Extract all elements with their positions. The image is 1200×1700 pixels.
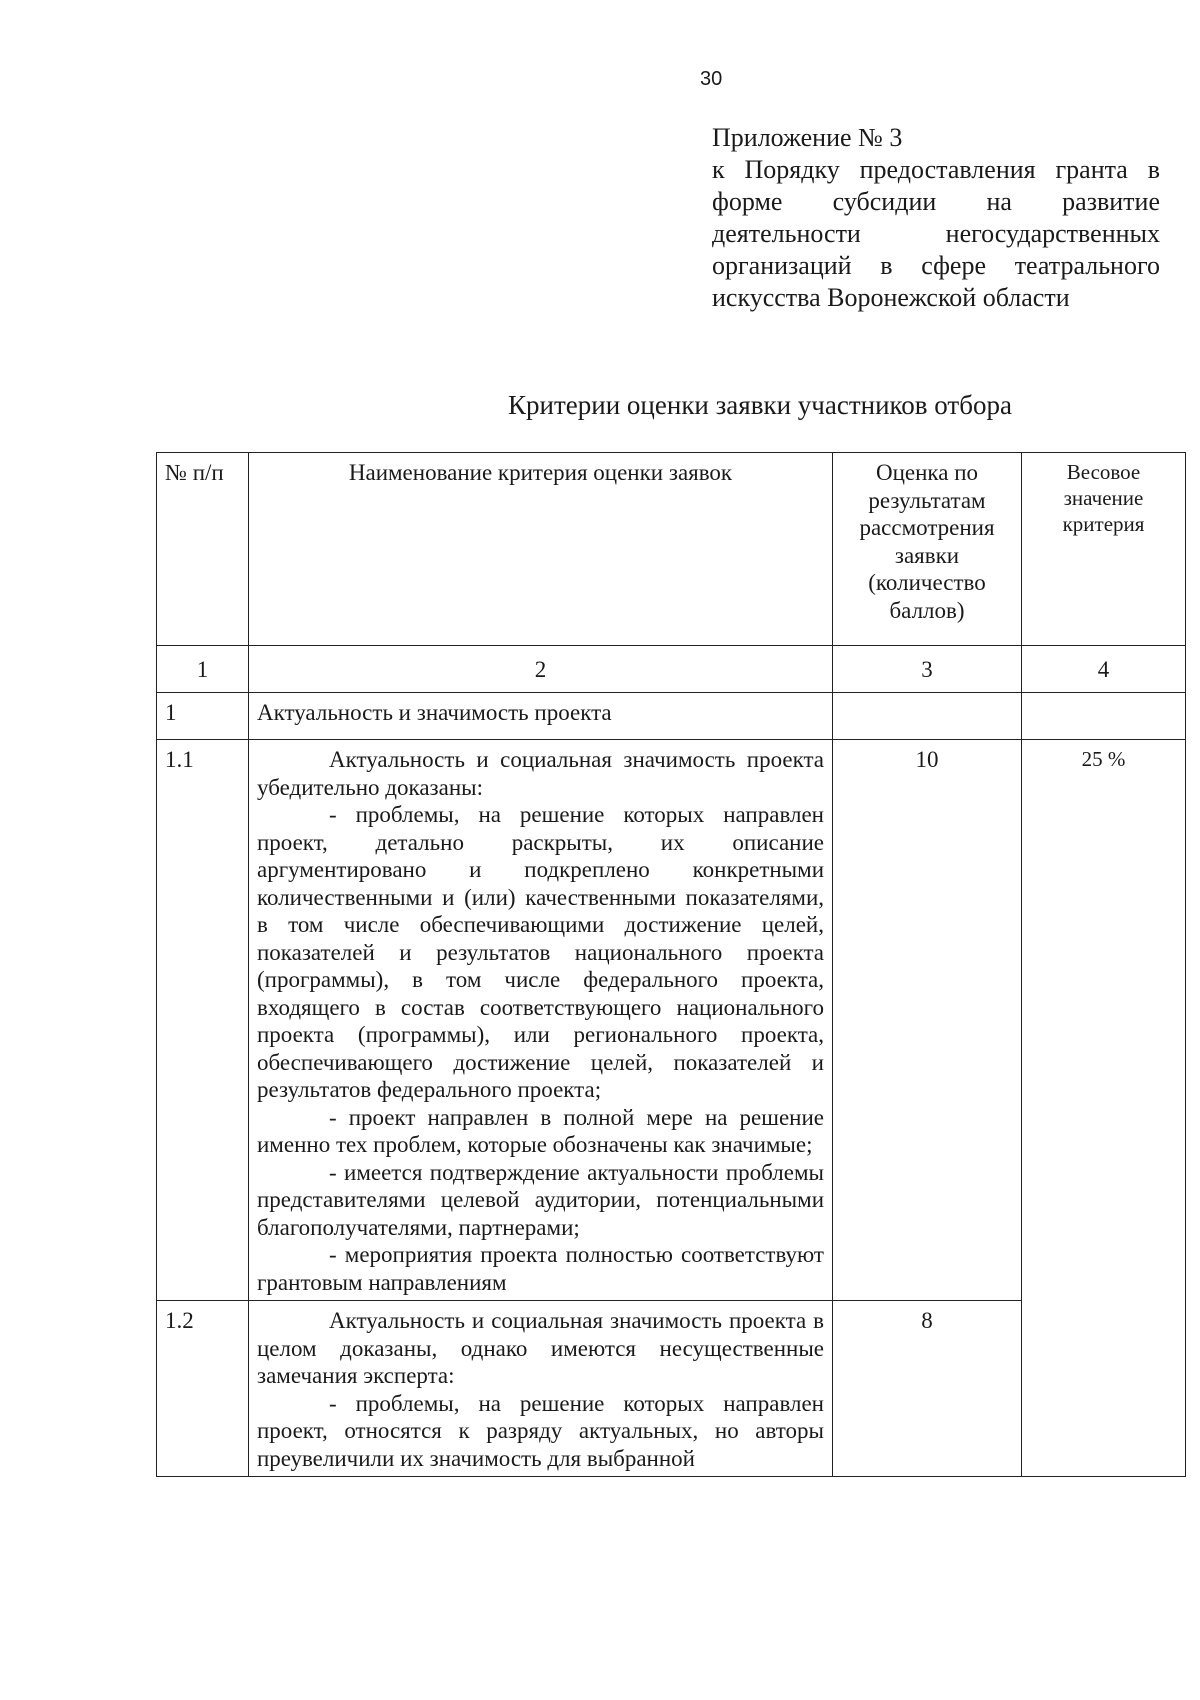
row-criterion: [249, 1301, 833, 1477]
table-row: [157, 740, 1186, 1301]
criterion-paragraph: - проект направлен в полной мере на решение именно тех проблем, которые обозначены как значимые;: [257, 1104, 824, 1157]
table-header-row: [157, 453, 1186, 646]
table-title: Критерии оценки заявки участников отбора: [508, 390, 1012, 420]
row-num: 1.1: [157, 740, 249, 1301]
column-index-4: 4: [1022, 646, 1186, 693]
row-criterion: [249, 740, 833, 1301]
criterion-paragraph: - проблемы, на решение которых направлен проект, детально раскрыты, их описание аргументировано и подкреплено конкретными количественными и (или) качественными показателями, в том числе обеспечивающими достижение целей, показателей и результатов национального проекта (программы), в том числе федерального проекта, входящего в состав соответствующего национального проекта (программы), или регионального проекта, обеспечивающего достижение целей, показателей и результатов федерального проекта;: [257, 802, 824, 1102]
row-score: 10: [833, 740, 1022, 1301]
row-num: 1.2: [157, 1301, 249, 1477]
criteria-table: [156, 452, 1186, 1477]
column-index-1: 1: [157, 646, 249, 693]
criterion-paragraph: - мероприятия проекта полностью соответствуют грантовым направлениям: [257, 1242, 824, 1295]
header-weight: Весовое значение критерия: [1022, 453, 1186, 646]
appendix-block: [712, 122, 1160, 314]
section-score: [833, 693, 1022, 740]
criterion-paragraph: Актуальность и социальная значимость проекта в целом доказаны, однако имеются несущественные замечания эксперта:: [257, 1308, 824, 1388]
page-number: 30: [700, 68, 723, 90]
criterion-paragraph: Актуальность и социальная значимость проекта убедительно доказаны:: [257, 747, 824, 800]
section-weight: [1022, 693, 1186, 740]
header-num: № п/п: [157, 453, 249, 646]
section-name: Актуальность и значимость проекта: [249, 693, 833, 740]
section-num: 1: [157, 693, 249, 740]
column-index-2: 2: [249, 646, 833, 693]
criterion-paragraph: - проблемы, на решение которых направлен проект, относятся к разряду актуальных, но авторы преувеличили их значимость для выбранной: [257, 1390, 824, 1471]
row-weight: 25 %: [1022, 740, 1186, 1477]
column-index-3: 3: [833, 646, 1022, 693]
section-row: [157, 693, 1186, 740]
header-name: Наименование критерия оценки заявок: [249, 453, 833, 646]
criterion-paragraph: - имеется подтверждение актуальности проблемы представителями целевой аудитории, потенциальными благополучателями, партнерами;: [257, 1159, 824, 1240]
appendix-title: Приложение № 3: [712, 123, 903, 152]
appendix-body: к Порядку предоставления гранта в форме субсидии на развитие деятельности негосударственных организаций в сфере театрального искусства Воронежской области: [712, 155, 1160, 312]
column-index-row: [157, 646, 1186, 693]
header-score: Оценка по результатам рассмотрения заявки (количество баллов): [833, 453, 1022, 646]
row-score: 8: [833, 1301, 1022, 1477]
